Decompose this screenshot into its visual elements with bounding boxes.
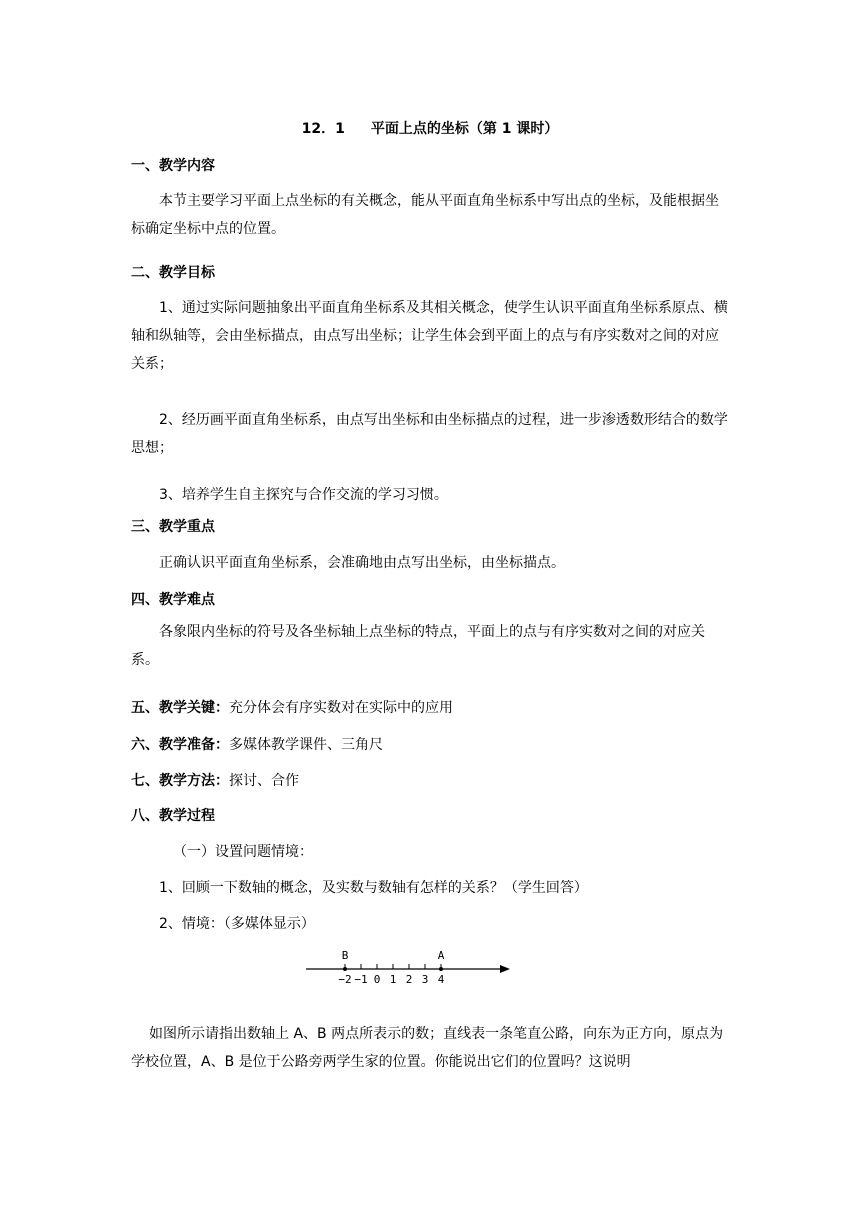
point-a-label: A	[437, 949, 445, 962]
tick-label: 1	[389, 973, 397, 986]
section-6	[131, 734, 383, 754]
point-a-dot	[439, 967, 443, 971]
tick-label: 3	[421, 973, 429, 986]
section-7-body: 探讨、合作	[229, 773, 299, 789]
objective-1: 1、通过实际问题抽象出平面直角坐标系及其相关概念，使学生认识平面直角坐标系原点、横轴和纵轴等，会由坐标描点，由点写出坐标；让学生体会到平面上的点与有序实数对之间的对应关系；	[131, 300, 728, 372]
section-4-body: 各象限内坐标的符号及各坐标轴上点坐标的特点，平面上的点与有序实数对之间的对应关系。	[131, 624, 705, 668]
section-3-body: 正确认识平面直角坐标系，会准确地由点写出坐标，由坐标描点。	[159, 555, 565, 571]
section-5	[131, 697, 453, 717]
title-text: 平面上点的坐标（第 1 课时）	[370, 121, 559, 137]
section-6-heading: 六、教学准备：	[131, 737, 229, 753]
question-2: 2、情境：（多媒体显示）	[159, 916, 315, 932]
page-title	[0, 118, 860, 138]
tick-label: −2	[338, 973, 352, 986]
section-5-heading: 五、教学关键：	[131, 700, 229, 716]
number-line-figure	[300, 944, 520, 994]
objective-3: 3、培养学生自主探究与合作交流的学习习惯。	[159, 487, 448, 503]
tick-label: 0	[373, 973, 381, 986]
section-2-heading: 二、教学目标	[131, 265, 215, 281]
axis-arrow	[500, 965, 510, 973]
section-4-heading: 四、教学难点	[131, 592, 215, 608]
section-8-heading: 八、教学过程	[131, 808, 215, 824]
section-1-body: 本节主要学习平面上点坐标的有关概念，能从平面直角坐标系中写出点的坐标，及能根据坐标确定坐标中点的位置。	[131, 193, 719, 237]
tick-label: −1	[354, 973, 368, 986]
section-3-heading: 三、教学重点	[131, 519, 215, 535]
section-7	[131, 770, 299, 790]
section-7-heading: 七、教学方法：	[131, 773, 229, 789]
tick-label: 2	[405, 973, 413, 986]
point-b-dot	[343, 967, 347, 971]
objective-2: 2、经历画平面直角坐标系，由点写出坐标和由坐标描点的过程，进一步渗透数形结合的数学思想；	[131, 412, 728, 456]
section-8-body: 如图所示请指出数轴上 A、B 两点所表示的数；直线表一条笔直公路，向东为正方向，原点为学校位置，A、B 是位于公路旁两学生家的位置。你能说出它们的位置吗？这说明	[131, 1026, 724, 1070]
section-1-heading: 一、教学内容	[131, 158, 215, 174]
section-6-body: 多媒体教学课件、三角尺	[229, 737, 383, 753]
title-number: 12．1	[301, 121, 345, 137]
point-b-label: B	[341, 949, 349, 962]
question-1: 1、回顾一下数轴的概念，及实数与数轴有怎样的关系？（学生回答）	[159, 880, 588, 896]
section-5-body: 充分体会有序实数对在实际中的应用	[229, 700, 453, 716]
tick-label: 4	[437, 973, 445, 986]
section-8-subheading: （一）设置问题情境：	[173, 844, 313, 860]
